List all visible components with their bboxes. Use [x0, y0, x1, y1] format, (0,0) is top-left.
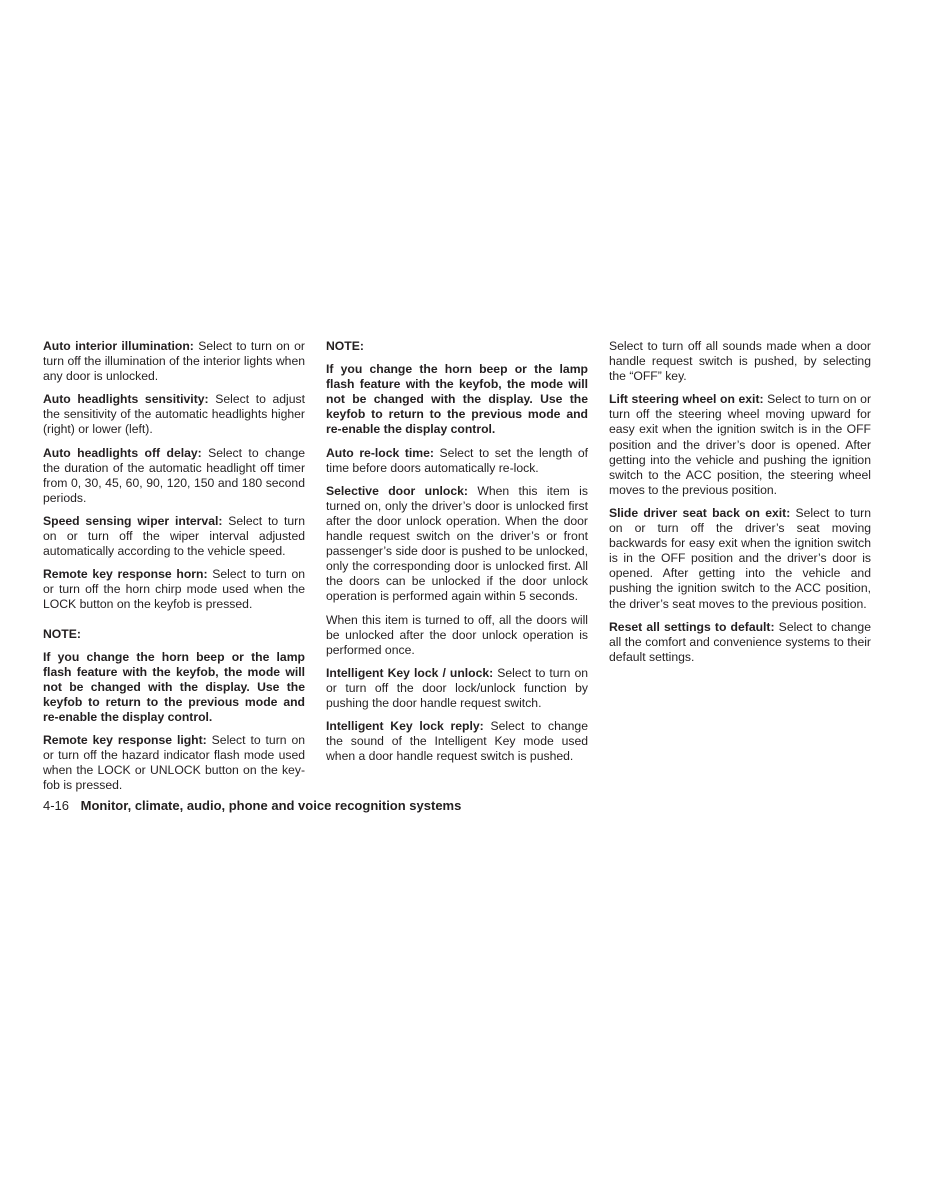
selective-door-unlock-text: When this item is turned on, only the driver’s door is unlocked first after the door unlock operation. When the door handle request switch on the driver’s or front passenger’s side door is pushed to be unlocked, only the corresponding door is unlocked first. All the doors can be unlocked if the door unlock operation is performed again within 5 seconds. [326, 483, 588, 604]
auto-headlights-sensitivity-term: Auto headlights sensitivity: [43, 392, 209, 407]
intelligent-key-lock-term: Intelligent Key lock / unlock: [326, 665, 494, 680]
remote-key-horn-entry [43, 567, 305, 612]
intelligent-key-reply-term: Intelligent Key lock reply: [326, 719, 484, 734]
column-left [43, 339, 305, 801]
reset-all-settings-term: Reset all settings to default: [609, 619, 775, 634]
lift-steering-wheel-entry [609, 392, 871, 498]
intelligent-key-lock-text: Select to turn on or turn off the door lock/unlock function by pushing the door handle request switch. [326, 665, 589, 710]
page-number: 4-16 [43, 798, 70, 813]
auto-headlights-off-delay-term: Auto headlights off delay: [43, 445, 202, 460]
note-heading: NOTE: [326, 339, 364, 353]
speed-sensing-wiper-term: Speed sensing wiper interval: [43, 513, 223, 528]
auto-interior-illumination-entry [43, 339, 305, 384]
continuation-paragraph: Select to turn off all sounds made when a door handle request switch is pushed, by selecting the “OFF” key. [609, 339, 871, 384]
page-footer [43, 797, 461, 815]
auto-headlights-sensitivity-entry [43, 392, 305, 437]
auto-relock-term: Auto re-lock time: [326, 445, 434, 460]
remote-key-light-term: Remote key response light: [43, 733, 207, 748]
reset-all-settings-entry [609, 620, 871, 665]
lift-steering-wheel-text: Select to turn on or turn off the steering wheel moving upward for easy exit when the ignition switch is in the OFF position and the driver’s door is opened. After getting into the vehicle and pushing the ignition switch to the ACC position, the steering wheel moves to the previous position. [609, 392, 871, 497]
auto-headlights-sensitivity-text: Select to adjust the sensitivity of the automatic headlights higher (right) or lower (left). [43, 392, 305, 437]
selective-door-unlock-entry [326, 484, 588, 605]
note-heading: NOTE: [43, 626, 81, 641]
speed-sensing-wiper-entry [43, 514, 305, 559]
lift-steering-wheel-term: Lift steering wheel on exit: [609, 392, 764, 407]
intelligent-key-reply-entry [326, 719, 588, 764]
remote-key-light-entry [43, 733, 305, 793]
auto-relock-text: Select to set the length of time before doors automatically re-lock. [326, 445, 588, 475]
note-body: If you change the horn beep or the lamp flash feature with the keyfob, the mode will not be changed with the display. Use the keyfob to return to the previous mode and re-enable the display control. [43, 649, 305, 724]
note-body: If you change the horn beep or the lamp flash feature with the keyfob, the mode will not be changed with the display. Use the keyfob to return to the previous mode and re-enable the display control. [326, 362, 588, 437]
intelligent-key-lock-entry [326, 666, 588, 711]
section-title: Monitor, climate, audio, phone and voice recognition systems [80, 798, 462, 813]
selective-door-unlock-off-paragraph: When this item is turned to off, all the doors will be unlocked after the door unlock operation is performed once. [326, 612, 588, 657]
auto-headlights-off-delay-entry [43, 446, 305, 506]
speed-sensing-wiper-text: Select to turn on or turn off the wiper interval adjusted automatically according to the vehicle speed. [43, 513, 306, 559]
auto-headlights-off-delay-text: Select to change the duration of the automatic headlight off timer from 0, 30, 45, 60, 90, 120, 150 and 180 second periods. [43, 445, 305, 505]
auto-interior-illumination-text: Select to turn on or turn off the illumination of the interior lights when any door is unlocked. [43, 339, 305, 384]
reset-all-settings-text: Select to change all the comfort and convenience systems to their default settings. [609, 619, 871, 664]
slide-driver-seat-term: Slide driver seat back on exit: [609, 505, 791, 520]
auto-interior-illumination-term: Auto interior illumination: [43, 339, 194, 353]
remote-key-horn-term: Remote key response horn: [43, 567, 208, 582]
slide-driver-seat-text: Select to turn on or turn off the driver’s seat moving backwards for easy exit when the ignition switch is in the OFF position and the driver’s door is opened. After getting into the vehicle and pushing the ignition switch to the ACC position, the driver’s seat moves to the previous position. [609, 505, 871, 611]
auto-relock-entry [326, 446, 588, 476]
column-middle [326, 339, 588, 772]
remote-key-horn-text: Select to turn on or turn off the horn chirp mode used when the LOCK button on the keyfob is pressed. [43, 567, 306, 612]
column-right [609, 339, 871, 673]
remote-key-light-text: Select to turn on or turn off the hazard indicator flash mode used when the LOCK or UNLOCK button on the keyfob is pressed. [43, 733, 305, 793]
selective-door-unlock-term: Selective door unlock: [326, 483, 468, 498]
intelligent-key-reply-text: Select to change the sound of the Intelligent Key mode used when a door handle request switch is pushed. [326, 719, 588, 764]
slide-driver-seat-entry [609, 506, 871, 612]
